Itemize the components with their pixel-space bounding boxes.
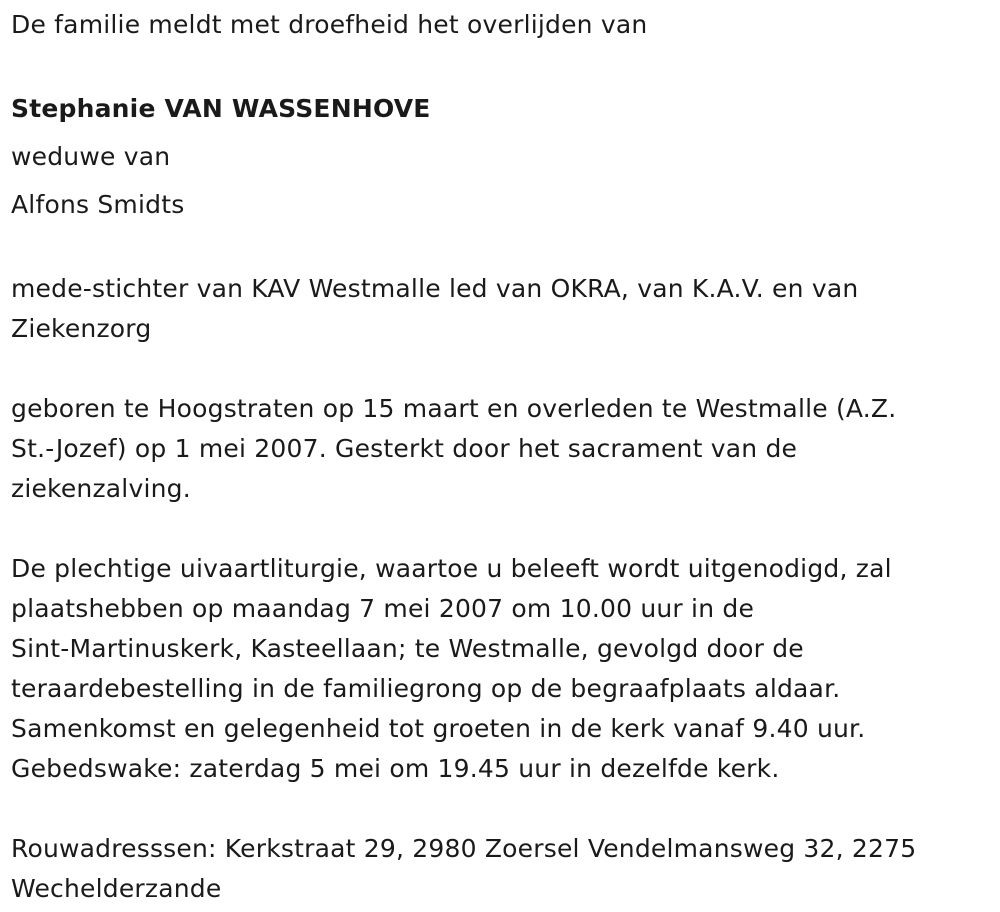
funeral-line: plaatshebben op maandag 7 mei 2007 om 10.00 uur in de — [11, 594, 755, 623]
funeral-line: Samenkomst en gelegenheid tot groeten in de kerk vanaf 9.40 uur. — [11, 714, 866, 743]
spacer — [11, 349, 971, 389]
obituary-notice — [11, 5, 971, 909]
spacer — [11, 789, 971, 829]
relation-text: weduwe van — [11, 142, 171, 171]
funeral-line: teraardebestelling in de familiegrong op de begraafplaats aldaar. — [11, 674, 841, 703]
affiliations-line: Ziekenzorg — [11, 314, 152, 343]
spacer — [11, 509, 971, 549]
affiliations-line: mede-stichter van KAV Westmalle led van OKRA, van K.A.V. en van — [11, 274, 859, 303]
addresses-line: Rouwadresssen: Kerkstraat 29, 2980 Zoersel Vendelmansweg 32, 2275 — [11, 834, 917, 863]
spacer — [11, 229, 971, 269]
birth-death-line: geboren te Hoogstraten op 15 maart en overleden te Westmalle (A.Z. — [11, 394, 897, 423]
funeral-line: De plechtige uivaartliturgie, waartoe u beleeft wordt uitgenodigd, zal — [11, 554, 892, 583]
funeral-line: Sint-Martinuskerk, Kasteellaan; te Westmalle, gevolgd door de — [11, 634, 804, 663]
addresses-line: Wechelderzande — [11, 874, 222, 903]
birth-death-line: St.-Jozef) op 1 mei 2007. Gesterkt door het sacrament van de — [11, 434, 798, 463]
spacer — [11, 45, 971, 85]
spouse-name: Alfons Smidts — [11, 190, 185, 219]
funeral-line: Gebedswake: zaterdag 5 mei om 19.45 uur in dezelfde kerk. — [11, 754, 780, 783]
deceased-name: Stephanie VAN WASSENHOVE — [11, 94, 431, 123]
birth-death-line: ziekenzalving. — [11, 474, 191, 503]
intro-text: De familie meldt met droefheid het overlijden van — [11, 10, 648, 39]
